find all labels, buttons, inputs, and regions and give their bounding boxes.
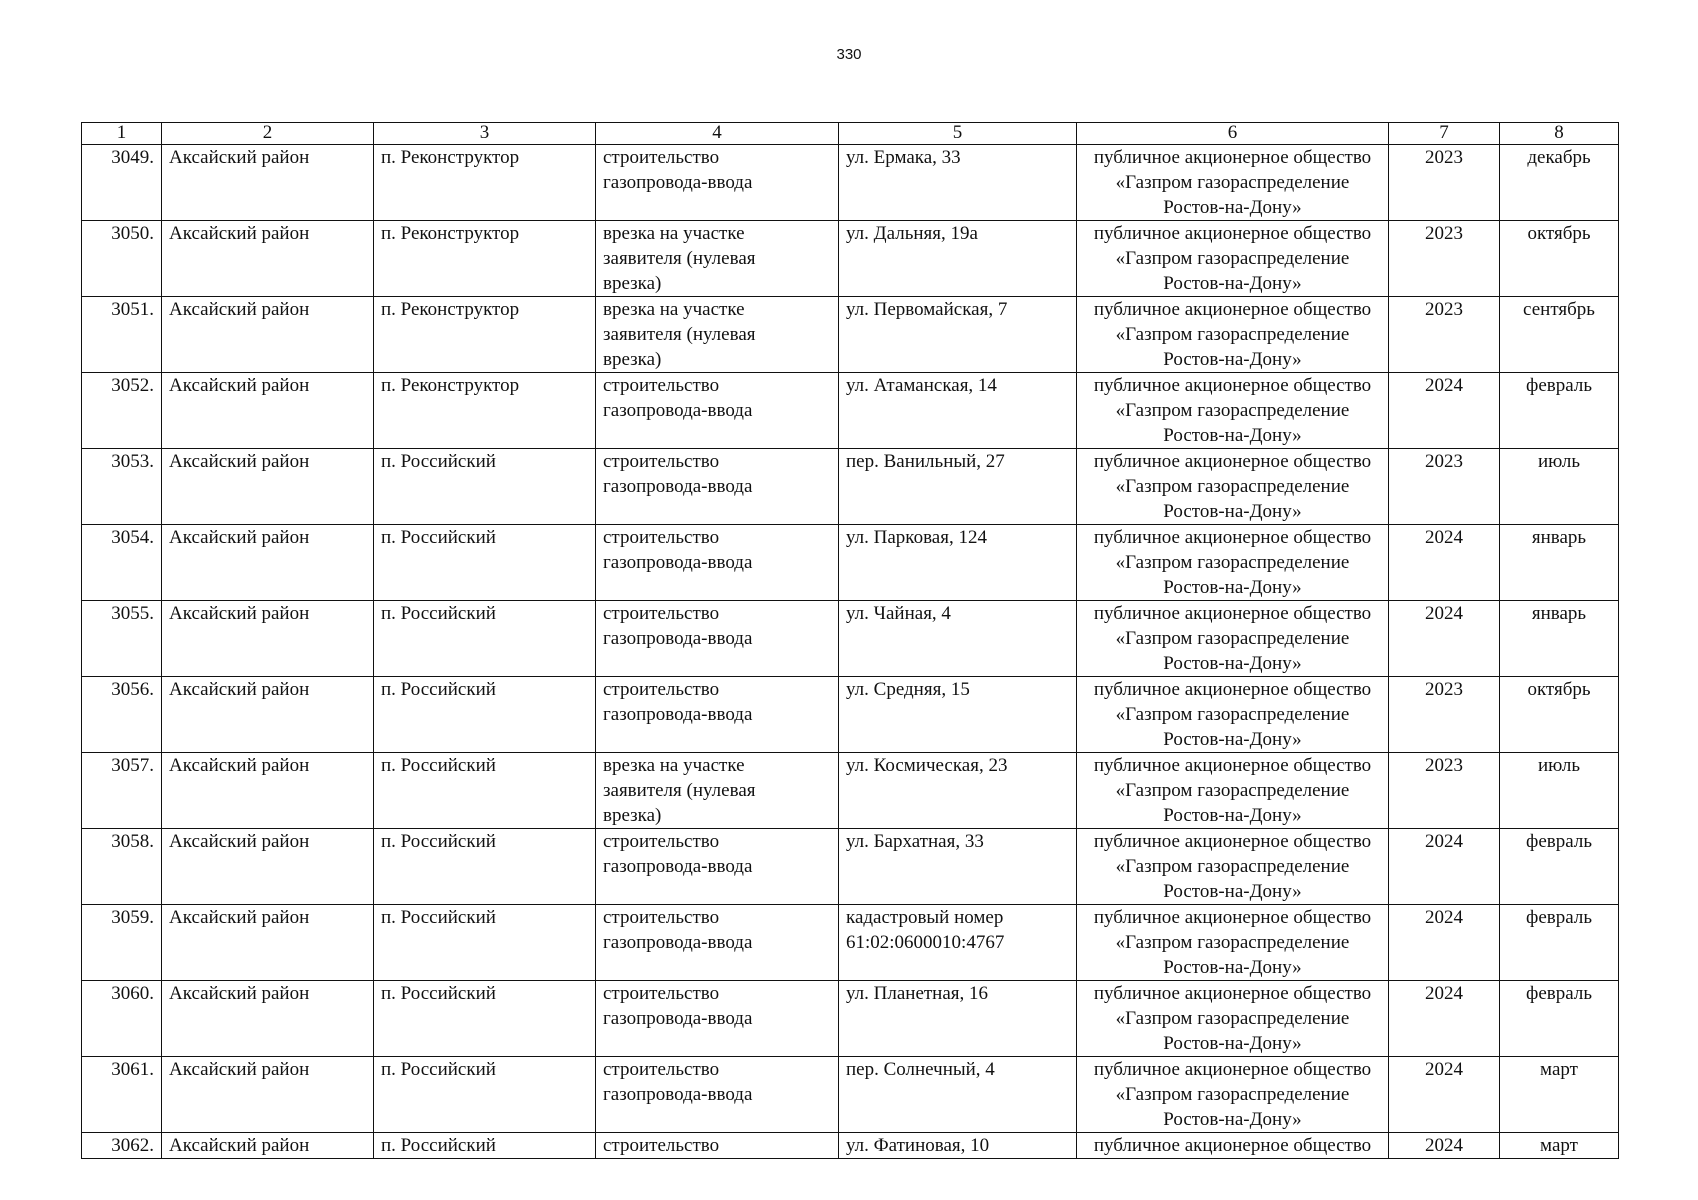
table-row <box>82 297 1619 373</box>
cell-year: 2023 <box>1389 221 1500 297</box>
cell-work-type: строительство газопровода-ввода <box>596 525 839 601</box>
table-header <box>82 123 1619 145</box>
cell-organization: публичное акционерное общество «Газпром газораспределение Ростов-на-Дону» <box>1077 1057 1389 1133</box>
cell-month: март <box>1500 1133 1619 1159</box>
table-row <box>82 905 1619 981</box>
cell-year: 2023 <box>1389 449 1500 525</box>
cell-address: ул. Дальняя, 19а <box>839 221 1077 297</box>
cell-settlement: п. Реконструктор <box>374 145 596 221</box>
cell-district: Аксайский район <box>162 829 374 905</box>
cell-settlement: п. Российский <box>374 525 596 601</box>
cell-year: 2023 <box>1389 677 1500 753</box>
cell-year: 2024 <box>1389 1057 1500 1133</box>
cell-district: Аксайский район <box>162 221 374 297</box>
table-row <box>82 601 1619 677</box>
table-row <box>82 221 1619 297</box>
data-table <box>81 122 1619 1159</box>
cell-month: февраль <box>1500 829 1619 905</box>
table-row <box>82 1057 1619 1133</box>
cell-settlement: п. Российский <box>374 449 596 525</box>
cell-month: январь <box>1500 601 1619 677</box>
cell-district: Аксайский район <box>162 905 374 981</box>
cell-year: 2024 <box>1389 373 1500 449</box>
table-row <box>82 677 1619 753</box>
cell-settlement: п. Российский <box>374 981 596 1057</box>
cell-number: 3061. <box>82 1057 162 1133</box>
cell-organization: публичное акционерное общество «Газпром газораспределение Ростов-на-Дону» <box>1077 373 1389 449</box>
table-row <box>82 981 1619 1057</box>
cell-organization: публичное акционерное общество «Газпром газораспределение Ростов-на-Дону» <box>1077 525 1389 601</box>
cell-settlement: п. Российский <box>374 677 596 753</box>
cell-district: Аксайский район <box>162 1133 374 1159</box>
cell-number: 3050. <box>82 221 162 297</box>
cell-number: 3056. <box>82 677 162 753</box>
page-number: 330 <box>836 46 862 63</box>
cell-month: октябрь <box>1500 221 1619 297</box>
cell-district: Аксайский район <box>162 981 374 1057</box>
column-header-3: 3 <box>374 123 596 145</box>
cell-month: февраль <box>1500 373 1619 449</box>
column-header-2: 2 <box>162 123 374 145</box>
cell-work-type: строительство газопровода-ввода <box>596 145 839 221</box>
cell-organization: публичное акционерное общество «Газпром газораспределение Ростов-на-Дону» <box>1077 601 1389 677</box>
cell-organization: публичное акционерное общество <box>1077 1133 1389 1159</box>
cell-number: 3049. <box>82 145 162 221</box>
cell-number: 3062. <box>82 1133 162 1159</box>
cell-work-type: строительство газопровода-ввода <box>596 677 839 753</box>
cell-address: ул. Чайная, 4 <box>839 601 1077 677</box>
cell-work-type: врезка на участке заявителя (нулевая врезка) <box>596 221 839 297</box>
cell-work-type: врезка на участке заявителя (нулевая врезка) <box>596 297 839 373</box>
cell-district: Аксайский район <box>162 297 374 373</box>
cell-district: Аксайский район <box>162 601 374 677</box>
cell-month: июль <box>1500 449 1619 525</box>
cell-work-type: строительство газопровода-ввода <box>596 905 839 981</box>
cell-month: сентябрь <box>1500 297 1619 373</box>
cell-settlement: п. Российский <box>374 829 596 905</box>
table-row <box>82 1133 1619 1159</box>
cell-settlement: п. Российский <box>374 1057 596 1133</box>
cell-district: Аксайский район <box>162 753 374 829</box>
cell-organization: публичное акционерное общество «Газпром газораспределение Ростов-на-Дону» <box>1077 297 1389 373</box>
cell-organization: публичное акционерное общество «Газпром газораспределение Ростов-на-Дону» <box>1077 905 1389 981</box>
cell-year: 2024 <box>1389 829 1500 905</box>
cell-organization: публичное акционерное общество «Газпром газораспределение Ростов-на-Дону» <box>1077 677 1389 753</box>
table-row <box>82 145 1619 221</box>
cell-year: 2024 <box>1389 601 1500 677</box>
cell-work-type: строительство газопровода-ввода <box>596 601 839 677</box>
cell-organization: публичное акционерное общество «Газпром газораспределение Ростов-на-Дону» <box>1077 753 1389 829</box>
cell-number: 3051. <box>82 297 162 373</box>
cell-number: 3060. <box>82 981 162 1057</box>
table-row <box>82 449 1619 525</box>
cell-organization: публичное акционерное общество «Газпром газораспределение Ростов-на-Дону» <box>1077 981 1389 1057</box>
cell-work-type: строительство газопровода-ввода <box>596 373 839 449</box>
cell-address: пер. Солнечный, 4 <box>839 1057 1077 1133</box>
cell-year: 2023 <box>1389 753 1500 829</box>
cell-month: июль <box>1500 753 1619 829</box>
header-row <box>82 123 1619 145</box>
cell-year: 2023 <box>1389 297 1500 373</box>
cell-year: 2023 <box>1389 145 1500 221</box>
cell-organization: публичное акционерное общество «Газпром газораспределение Ростов-на-Дону» <box>1077 449 1389 525</box>
cell-address: ул. Космическая, 23 <box>839 753 1077 829</box>
cell-district: Аксайский район <box>162 677 374 753</box>
cell-month: февраль <box>1500 981 1619 1057</box>
cell-year: 2024 <box>1389 981 1500 1057</box>
cell-year: 2024 <box>1389 905 1500 981</box>
cell-number: 3055. <box>82 601 162 677</box>
cell-district: Аксайский район <box>162 145 374 221</box>
cell-address: ул. Первомайская, 7 <box>839 297 1077 373</box>
cell-work-type: строительство газопровода-ввода <box>596 829 839 905</box>
cell-address: кадастровый номер 61:02:0600010:4767 <box>839 905 1077 981</box>
cell-work-type: врезка на участке заявителя (нулевая врезка) <box>596 753 839 829</box>
table-body <box>82 145 1619 1159</box>
cell-settlement: п. Российский <box>374 905 596 981</box>
cell-number: 3054. <box>82 525 162 601</box>
cell-address: пер. Ванильный, 27 <box>839 449 1077 525</box>
cell-settlement: п. Российский <box>374 601 596 677</box>
cell-address: ул. Средняя, 15 <box>839 677 1077 753</box>
column-header-4: 4 <box>596 123 839 145</box>
column-header-7: 7 <box>1389 123 1500 145</box>
table-row <box>82 373 1619 449</box>
cell-work-type: строительство газопровода-ввода <box>596 981 839 1057</box>
table-row <box>82 829 1619 905</box>
cell-settlement: п. Реконструктор <box>374 297 596 373</box>
column-header-5: 5 <box>839 123 1077 145</box>
table-row <box>82 525 1619 601</box>
table-row <box>82 753 1619 829</box>
cell-address: ул. Фатиновая, 10 <box>839 1133 1077 1159</box>
column-header-1: 1 <box>82 123 162 145</box>
cell-address: ул. Атаманская, 14 <box>839 373 1077 449</box>
cell-address: ул. Бархатная, 33 <box>839 829 1077 905</box>
cell-settlement: п. Российский <box>374 753 596 829</box>
cell-number: 3058. <box>82 829 162 905</box>
cell-address: ул. Парковая, 124 <box>839 525 1077 601</box>
cell-work-type: строительство <box>596 1133 839 1159</box>
cell-work-type: строительство газопровода-ввода <box>596 1057 839 1133</box>
column-header-8: 8 <box>1500 123 1619 145</box>
cell-address: ул. Ермака, 33 <box>839 145 1077 221</box>
cell-district: Аксайский район <box>162 525 374 601</box>
column-header-6: 6 <box>1077 123 1389 145</box>
cell-work-type: строительство газопровода-ввода <box>596 449 839 525</box>
cell-month: март <box>1500 1057 1619 1133</box>
cell-number: 3053. <box>82 449 162 525</box>
cell-month: октябрь <box>1500 677 1619 753</box>
cell-year: 2024 <box>1389 525 1500 601</box>
cell-district: Аксайский район <box>162 1057 374 1133</box>
cell-month: январь <box>1500 525 1619 601</box>
cell-number: 3059. <box>82 905 162 981</box>
cell-district: Аксайский район <box>162 449 374 525</box>
cell-settlement: п. Российский <box>374 1133 596 1159</box>
cell-organization: публичное акционерное общество «Газпром газораспределение Ростов-на-Дону» <box>1077 145 1389 221</box>
cell-year: 2024 <box>1389 1133 1500 1159</box>
cell-settlement: п. Реконструктор <box>374 221 596 297</box>
cell-month: февраль <box>1500 905 1619 981</box>
cell-settlement: п. Реконструктор <box>374 373 596 449</box>
cell-month: декабрь <box>1500 145 1619 221</box>
cell-address: ул. Планетная, 16 <box>839 981 1077 1057</box>
cell-number: 3052. <box>82 373 162 449</box>
cell-district: Аксайский район <box>162 373 374 449</box>
cell-organization: публичное акционерное общество «Газпром газораспределение Ростов-на-Дону» <box>1077 221 1389 297</box>
cell-number: 3057. <box>82 753 162 829</box>
cell-organization: публичное акционерное общество «Газпром газораспределение Ростов-на-Дону» <box>1077 829 1389 905</box>
